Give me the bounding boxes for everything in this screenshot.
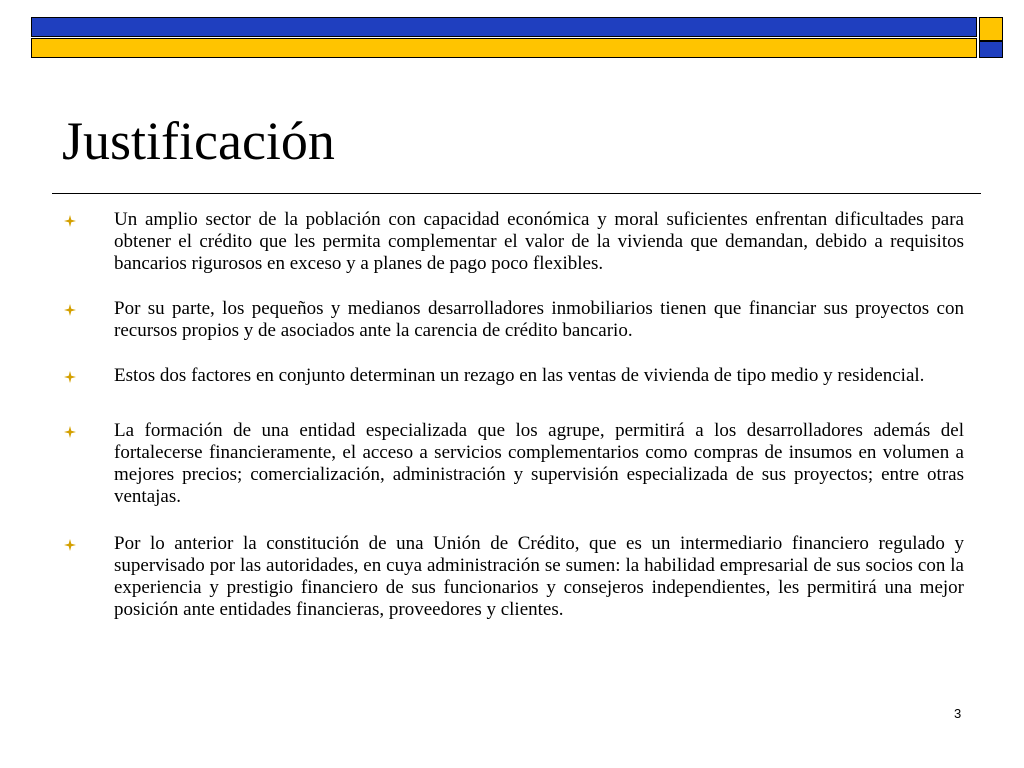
bullet-text: La formación de una entidad especializada que los agrupe, permitirá a los desarrolladores además del fortalecerse financieramente, el acceso a servicios complementarios como compras de insumos en volumen a mejores precios; comercialización, administración y supervisión especializada de sus proyectos; entre otras ventajas.: [114, 420, 964, 507]
bullet-item: [64, 298, 964, 342]
title-divider: [52, 193, 981, 194]
slide-title: Justificación: [62, 111, 335, 171]
diamond-bullet-icon: [64, 215, 76, 227]
bullet-list: [64, 209, 964, 621]
diamond-bullet-icon: [64, 371, 76, 383]
corner-square-yellow: [979, 17, 1003, 41]
diamond-bullet-icon: [64, 539, 76, 551]
bullet-item: [64, 365, 964, 387]
bullet-text: Un amplio sector de la población con capacidad económica y moral suficientes enfrentan dificultades para obtener el crédito que les permita complementar el valor de la vivienda que demandan, debido a requisitos bancarios rigurosos en exceso y a planes de pago poco flexibles.: [114, 209, 964, 274]
bullet-item: [64, 533, 964, 621]
bullet-item: [64, 209, 964, 275]
header-bar-yellow: [31, 38, 977, 58]
bullet-text: Por lo anterior la constitución de una Unión de Crédito, que es un intermediario financiero regulado y supervisado por las autoridades, en cuya administración se sumen: la habilidad empresarial de sus socios con la experiencia y prestigio financiero de sus funcionarios y consejeros independientes, les permitirá una mejor posición ante entidades financieras, proveedores y clientes.: [114, 533, 964, 620]
diamond-bullet-icon: [64, 304, 76, 316]
page-number: 3: [954, 706, 962, 721]
header-bar-blue: [31, 17, 977, 37]
diamond-bullet-icon: [64, 426, 76, 438]
bullet-text: Estos dos factores en conjunto determinan un rezago en las ventas de vivienda de tipo medio y residencial.: [114, 365, 925, 386]
bullet-text: Por su parte, los pequeños y medianos desarrolladores inmobiliarios tienen que financiar sus proyectos con recursos propios y de asociados ante la carencia de crédito bancario.: [114, 298, 964, 341]
bullet-item: [64, 420, 964, 508]
corner-square-blue: [979, 41, 1003, 58]
